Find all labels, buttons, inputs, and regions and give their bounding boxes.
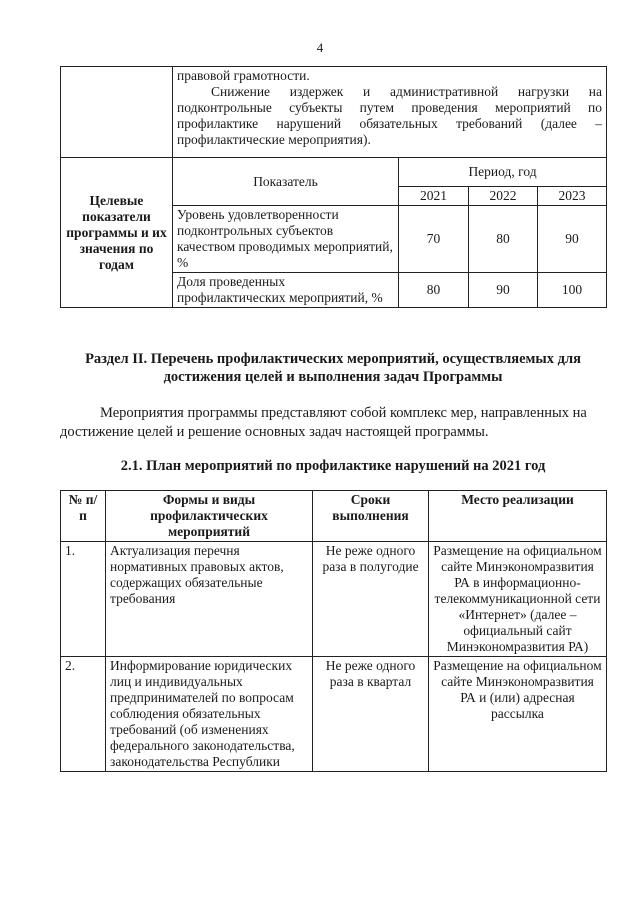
col-header-place: Место реализации [429, 491, 607, 542]
activity-form: Актуализация перечня нормативных правовых актов, содержащих обязательные требования [106, 542, 313, 657]
activity-form: Информирование юридических лиц и индивидуальных предпринимателей по вопросам соблюдения обязательных требований (об изменениях федерального законодательства, законодательства Республики [106, 657, 313, 772]
value-cell: 90 [538, 206, 607, 273]
activity-place: Размещение на официальном сайте Минэкономразвития РА в информационно-телекоммуникационной сети «Интернет» (далее – официальный сайт Минэкономразвития РА) [429, 542, 607, 657]
activity-term: Не реже одного раза в полугодие [313, 542, 429, 657]
col-header-form: Формы и виды профилактических мероприятий [106, 491, 313, 542]
row-label: Целевые показатели программы и их значения по годам [61, 158, 173, 308]
value-cell: 70 [399, 206, 469, 273]
page-number: 4 [316, 40, 324, 55]
indicator-name: Доля проведенных профилактических мероприятий, % [173, 273, 399, 308]
value-cell: 90 [469, 273, 538, 308]
table-row [61, 158, 607, 187]
activity-place: Размещение на официальном сайте Минэкономразвития РА и (или) адресная рассылка [429, 657, 607, 772]
target-indicators-table [60, 66, 607, 308]
col-header-term: Сроки выполнения [313, 491, 429, 542]
activity-term: Не реже одного раза в квартал [313, 657, 429, 772]
section-title: Раздел II. Перечень профилактических мероприятий, осуществляемых для достижения целей и выполнения задач Программы [85, 351, 581, 385]
row-number: 1. [61, 542, 106, 657]
value-cell: 80 [399, 273, 469, 308]
table-header-row [61, 491, 607, 542]
table-row [61, 542, 607, 657]
continued-line: правовой грамотности. [177, 68, 310, 83]
year-cell: 2021 [399, 187, 469, 206]
period-header: Период, год [399, 158, 607, 187]
table-row [61, 67, 607, 158]
continued-text-cell [173, 67, 607, 158]
indicator-name: Уровень удовлетворенности подконтрольных субъектов качеством проводимых мероприятий, % [173, 206, 399, 273]
indicator-header: Показатель [173, 158, 399, 206]
year-cell: 2022 [469, 187, 538, 206]
plan-title: 2.1. План мероприятий по профилактике нарушений на 2021 год [120, 458, 546, 474]
continued-paragraph: Снижение издержек и административной нагрузки на подконтрольные субъекты путем проведения мероприятий по профилактике нарушений обязательных требований (далее – профилактические мероприятия). [177, 84, 603, 147]
value-cell: 100 [538, 273, 607, 308]
row-number: 2. [61, 657, 106, 772]
col-header-num: № п/п [61, 491, 106, 542]
section-paragraph: Мероприятия программы представляют собой комплекс мер, направленных на достижение целей и решение основных задач настоящей программы. [60, 405, 587, 440]
table-row [61, 657, 607, 772]
plan-table [60, 490, 607, 772]
year-cell: 2023 [538, 187, 607, 206]
value-cell: 80 [469, 206, 538, 273]
